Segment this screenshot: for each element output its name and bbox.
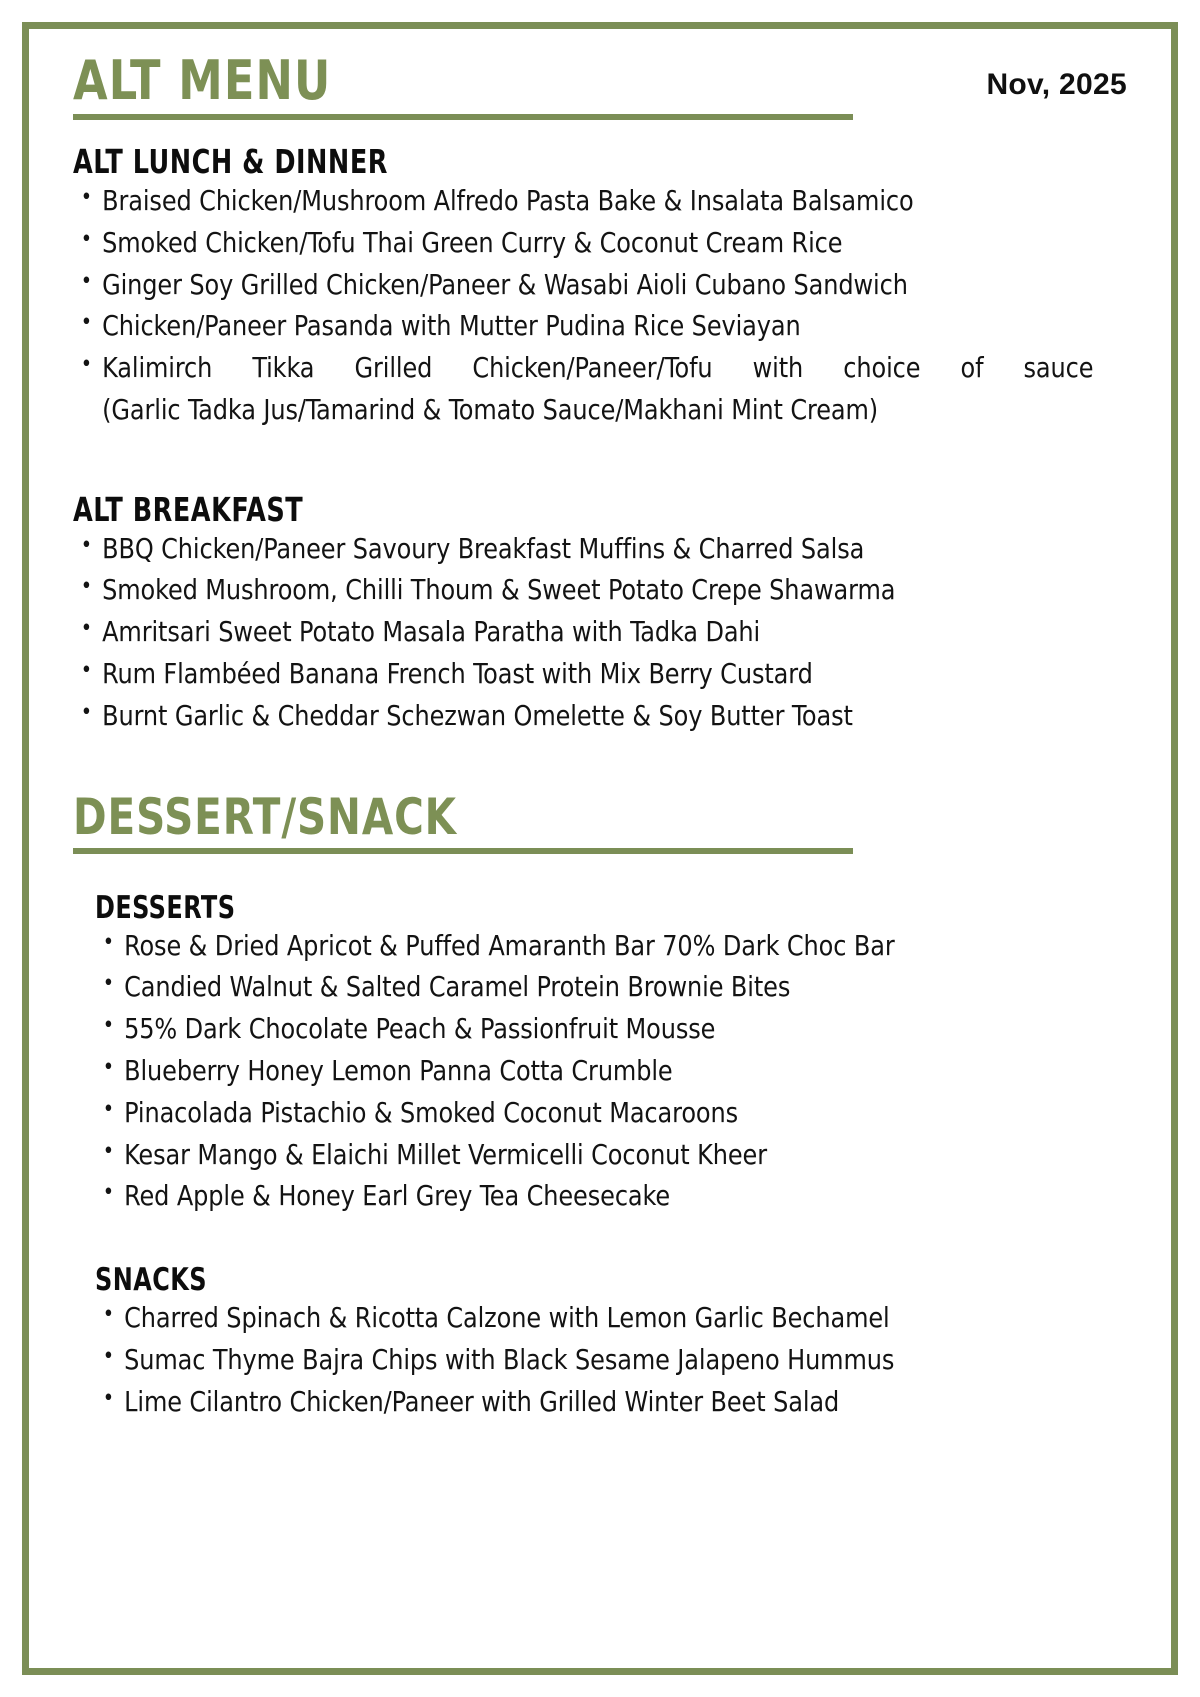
list-item: • Red Apple & Honey Earl Grey Tea Cheesecake (95, 1176, 1096, 1218)
list-item: • Rum Flambéed Banana French Toast with Mix Berry Custard (73, 654, 1095, 696)
section-dessert-snack (73, 787, 1127, 1424)
list-item-line-2: (Garlic Tadka Jus/Tamarind & Tomato Sauce/Makhani Mint Cream) (102, 393, 879, 426)
menu-list-lunch-dinner (73, 181, 1127, 432)
list-item: • Lime Cilantro Chicken/Paneer with Grilled Winter Beet Salad (95, 1382, 1096, 1424)
subsection-snacks (73, 1262, 1127, 1423)
subsection-desserts (73, 890, 1127, 1219)
section-heading-breakfast: ALT BREAKFAST (73, 489, 304, 529)
list-item: • BBQ Chicken/Paneer Savoury Breakfast Muffins & Charred Salsa (73, 529, 1095, 571)
subsection-heading-snacks: SNACKS (95, 1262, 207, 1299)
list-item: • Pinacolada Pistachio & Smoked Coconut Macaroons (95, 1093, 1096, 1135)
page-title: ALT MENU (73, 49, 332, 112)
masthead-divider (73, 114, 853, 120)
section-heading-dessert-snack: DESSERT/SNACK (73, 787, 457, 846)
list-item: • Smoked Mushroom, Chilli Thoum & Sweet Potato Crepe Shawarma (73, 570, 1095, 612)
list-item: • Charred Spinach & Ricotta Calzone with Lemon Garlic Bechamel (95, 1298, 1096, 1340)
subsection-heading-desserts: DESSERTS (95, 889, 236, 926)
menu-list-desserts (95, 926, 1127, 1219)
menu-list-breakfast (73, 529, 1127, 738)
list-item: • Sumac Thyme Bajra Chips with Black Sesame Jalapeno Hummus (95, 1340, 1096, 1382)
list-item: • Ginger Soy Grilled Chicken/Paneer & Wasabi Aioli Cubano Sandwich (73, 265, 1095, 307)
masthead (73, 49, 1127, 112)
list-item-multiline (73, 348, 1095, 432)
page-border-frame (22, 22, 1178, 1675)
list-item: • Candied Walnut & Salted Caramel Protein Brownie Bites (95, 967, 1096, 1009)
menu-date: Nov, 2025 (986, 67, 1127, 101)
list-item: • Amritsari Sweet Potato Masala Paratha with Tadka Dahi (73, 612, 1095, 654)
list-item: • Chicken/Paneer Pasanda with Mutter Pudina Rice Seviayan (73, 306, 1095, 348)
menu-list-snacks (95, 1298, 1127, 1423)
list-item: • Smoked Chicken/Tofu Thai Green Curry & Coconut Cream Rice (73, 223, 1095, 265)
list-item: • Braised Chicken/Mushroom Alfredo Pasta Bake & Insalata Balsamico (73, 181, 1095, 223)
dessert-snack-divider (73, 848, 853, 854)
list-item: • Rose & Dried Apricot & Puffed Amaranth Bar 70% Dark Choc Bar (95, 926, 1096, 968)
list-item: • Kesar Mango & Elaichi Millet Vermicelli Coconut Kheer (95, 1135, 1096, 1177)
list-item: • 55% Dark Chocolate Peach & Passionfruit Mousse (95, 1009, 1096, 1051)
list-item: • Burnt Garlic & Cheddar Schezwan Omelette & Soy Butter Toast (73, 696, 1095, 738)
section-lunch-dinner (73, 142, 1127, 432)
section-heading-lunch-dinner: ALT LUNCH & DINNER (73, 141, 388, 181)
list-item-line-1: • Kalimirch Tikka Grilled Chicken/Paneer/Tofu with choice of sauce (102, 352, 1094, 385)
section-breakfast (73, 490, 1127, 738)
list-item: • Blueberry Honey Lemon Panna Cotta Crumble (95, 1051, 1096, 1093)
